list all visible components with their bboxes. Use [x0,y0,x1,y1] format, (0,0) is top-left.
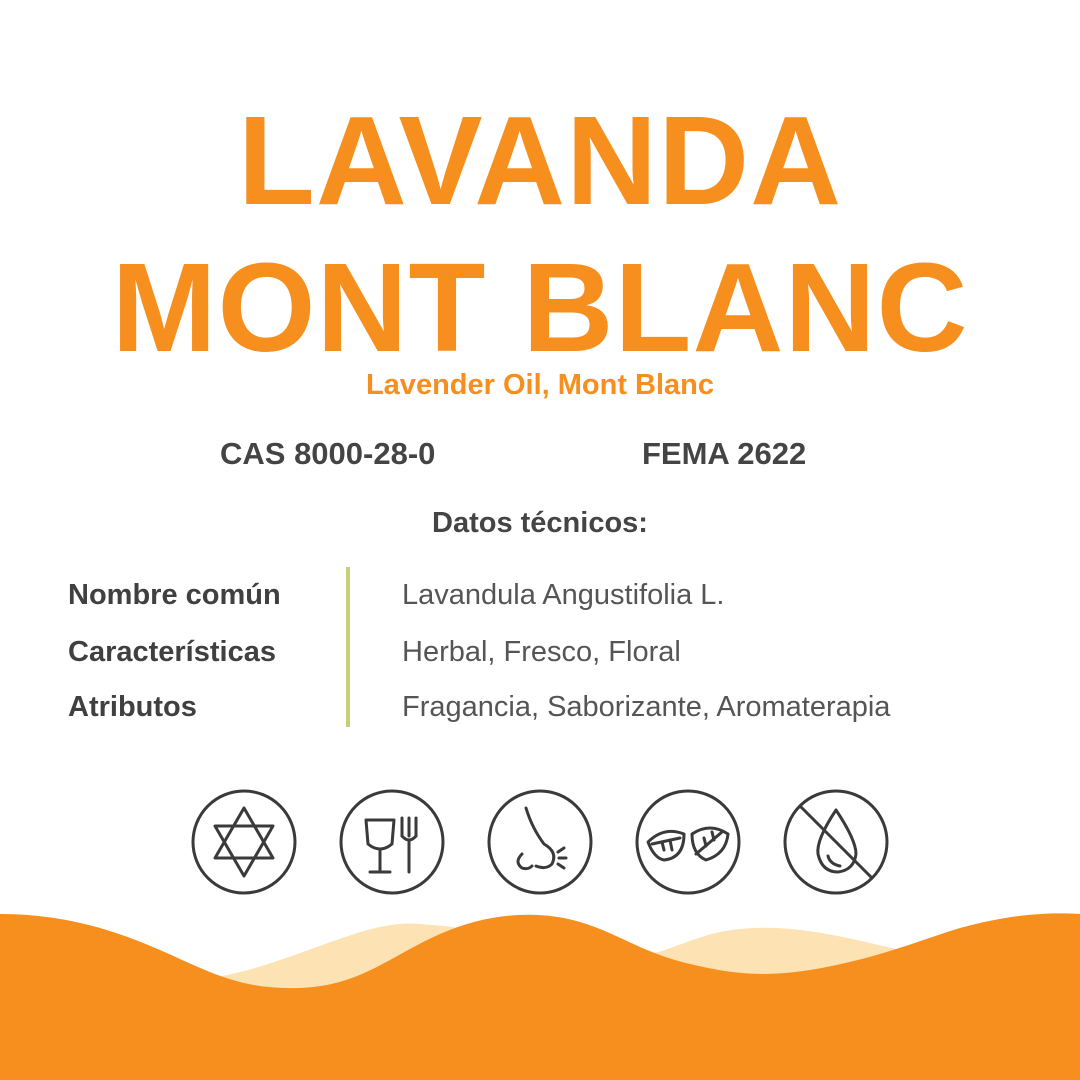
row-value-characteristics: Herbal, Fresco, Floral [402,636,681,668]
food-grade-icon [338,788,446,896]
product-title-line-2: MONT BLANC [111,237,969,378]
no-water-drop-icon [782,788,890,896]
row-label-characteristics: Características [68,636,276,668]
row-value-attributes: Fragancia, Saborizante, Aromaterapia [402,691,891,723]
attribute-icons [190,788,890,898]
nose-aroma-icon [486,788,594,896]
row-label-common-name: Nombre común [68,579,281,611]
cas-number: CAS 8000-28-0 [220,436,436,471]
fema-number: FEMA 2622 [642,436,807,471]
leaves-natural-icon [634,788,742,896]
decorative-waves [0,900,1080,1080]
table-divider [346,567,350,727]
row-label-attributes: Atributos [68,691,197,723]
technical-data-heading: Datos técnicos: [432,507,648,539]
star-of-david-icon [190,788,298,896]
product-title-line-1: LAVANDA [237,90,843,231]
orange-wave [0,913,1080,1080]
product-english-name: Lavender Oil, Mont Blanc [365,369,715,401]
row-value-common-name: Lavandula Angustifolia L. [402,579,725,611]
